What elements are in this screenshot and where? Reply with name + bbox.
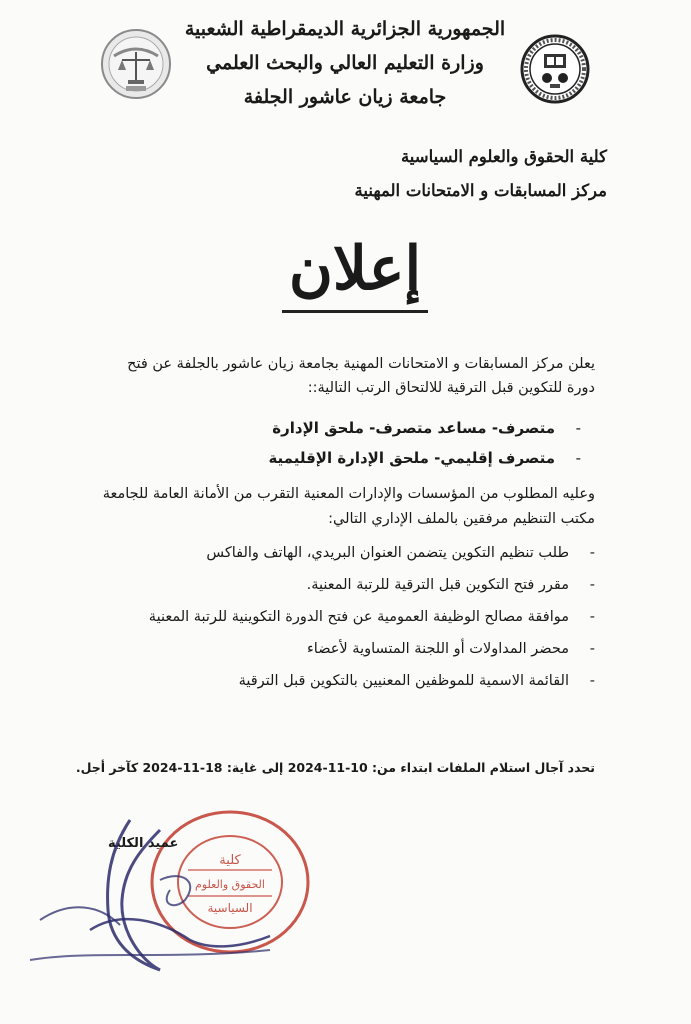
faculty-scales-logo-icon xyxy=(100,28,172,100)
letterhead-text xyxy=(170,12,520,114)
deadline-note: تحدد آجال استلام الملفات ابتداء من: 10-11-2024 إلى غاية: 18-11-2024 كآخر أجل. xyxy=(75,760,595,775)
rank-item: - متصرف- مساعد متصرف- ملحق الإدارة xyxy=(161,413,581,443)
rank-item: - متصرف إقليمي- ملحق الإدارة الإقليمية xyxy=(161,443,581,473)
document-item: - مقرر فتح التكوين قبل الترقية للرتبة المعنية. xyxy=(75,572,595,598)
document-item: - القائمة الاسمية للموظفين المعنيين بالتكوين قبل الترقية xyxy=(75,668,595,694)
country-name: الجمهورية الجزائرية الديمقراطية الشعبية xyxy=(184,18,506,40)
announcement-title xyxy=(240,232,470,322)
university-name: جامعة زيان عاشور الجلفة xyxy=(243,86,447,108)
issuing-office xyxy=(355,140,607,208)
letterhead xyxy=(0,6,691,118)
document-item: - طلب تنظيم التكوين يتضمن العنوان البريدي، الهاتف والفاكس xyxy=(75,540,595,566)
document-item: - موافقة مصالح الوظيفة العمومية عن فتح الدورة التكوينية للرتبة المعنية xyxy=(75,604,595,630)
title-text: إعلان xyxy=(288,234,422,304)
handwritten-signature-icon xyxy=(10,810,310,980)
svg-text:الحقوق والعلوم: الحقوق والعلوم xyxy=(195,878,265,891)
svg-text:السياسية: السياسية xyxy=(207,901,253,915)
title-underline xyxy=(282,310,428,313)
svg-text:كلية: كلية xyxy=(219,853,241,868)
center-name: مركز المسابقات و الامتحانات المهنية xyxy=(354,181,607,200)
ranks-list xyxy=(161,413,581,473)
requirements-paragraph: وعليه المطلوب من المؤسسات والإدارات المعنية التقرب من الأمانة العامة للجامعة مكتب التنظيم مرفقين بالملف الإداري التالي: xyxy=(102,486,595,527)
document-item: - محضر المداولات أو اللجنة المتساوية لأعضاء xyxy=(75,636,595,662)
ministry-name: وزارة التعليم العالي والبحث العلمي xyxy=(206,52,484,74)
university-seal-logo-icon xyxy=(520,34,590,104)
faculty-name: كلية الحقوق والعلوم السياسية xyxy=(400,147,607,166)
required-documents-list xyxy=(75,540,595,700)
dean-title: عميد الكلية xyxy=(108,836,179,851)
intro-paragraph: يعلن مركز المسابقات و الامتحانات المهنية بجامعة زيان عاشور بالجلفة عن فتح دورة للتكوين قبل الترقية للالتحاق الرتب التالية:: xyxy=(127,356,595,396)
